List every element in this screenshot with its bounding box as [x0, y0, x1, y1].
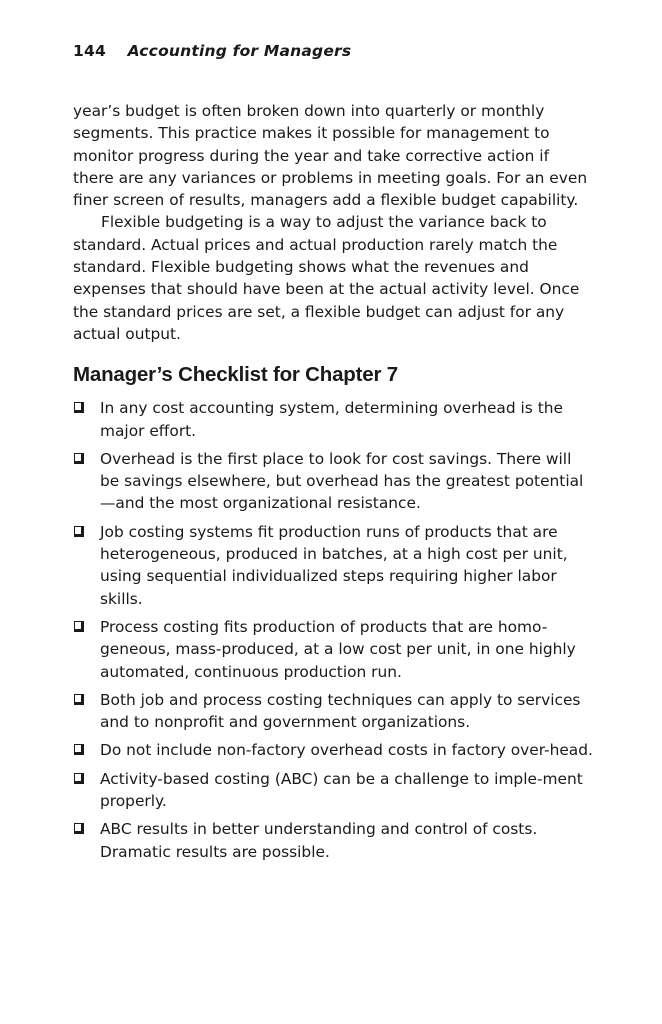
- checkbox-icon: [74, 773, 84, 784]
- checklist-item: [73, 521, 593, 610]
- checklist-item-text: Do not include non-factory overhead costs in factory over-head.: [100, 741, 593, 760]
- checklist-item: [73, 616, 593, 683]
- body-paragraph: year’s budget is often broken down into quarterly or monthly segments. This practice makes it possible for management to monitor progress during the year and take corrective action if there are any variances or problems in meeting goals. For an even finer screen of results, managers add a flexible budget capability.: [73, 102, 588, 210]
- running-header: [73, 42, 351, 60]
- checklist-item: [73, 818, 593, 863]
- page-number: 144: [73, 42, 106, 60]
- checklist-heading: Manager’s Checklist for Chapter 7: [73, 363, 398, 387]
- checkbox-icon: [74, 823, 84, 834]
- checklist: [73, 397, 593, 863]
- checklist-item-text: Overhead is the first place to look for cost savings. There will be savings elsewhere, but overhead has the greatest potential—and the most organizational resistance.: [100, 449, 584, 513]
- checklist-item: [73, 689, 593, 734]
- body-paragraph: Flexible budgeting is a way to adjust the variance back to standard. Actual prices and actual production rarely match the standard. Flexible budgeting shows what the revenues and expenses that should have been at the actual activity level. Once the standard prices are set, a flexible budget can adjust for any actual output.: [73, 213, 580, 343]
- checklist-item: [73, 768, 593, 813]
- checkbox-icon: [74, 694, 84, 705]
- checkbox-icon: [74, 453, 84, 464]
- checklist-item-text: In any cost accounting system, determining overhead is the major effort.: [100, 399, 563, 440]
- checklist-item-text: Both job and process costing techniques can apply to services and to nonprofit and government organizations.: [100, 690, 581, 732]
- checklist-item-text: Job costing systems fit production runs of products that are heterogeneous, produced in batches, at a high cost per unit, using sequential individualized steps requiring higher labor skills.: [100, 522, 568, 608]
- checkbox-icon: [74, 402, 84, 413]
- page-content: [73, 100, 593, 869]
- book-title: Accounting for Managers: [127, 42, 352, 60]
- checkbox-icon: [74, 744, 84, 755]
- checklist-item-text: ABC results in better understanding and control of costs. Dramatic results are possible.: [100, 820, 538, 861]
- checklist-item-text: Process costing fits production of products that are homo-geneous, mass-produced, at a low cost per unit, in one highly automated, continuous production run.: [100, 617, 576, 681]
- checkbox-icon: [74, 621, 84, 632]
- checklist-item-text: Activity-based costing (ABC) can be a challenge to imple-ment properly.: [100, 769, 583, 811]
- checkbox-icon: [74, 526, 84, 537]
- checklist-item: [73, 448, 593, 515]
- checklist-item: [73, 739, 593, 761]
- checklist-item: [73, 397, 593, 442]
